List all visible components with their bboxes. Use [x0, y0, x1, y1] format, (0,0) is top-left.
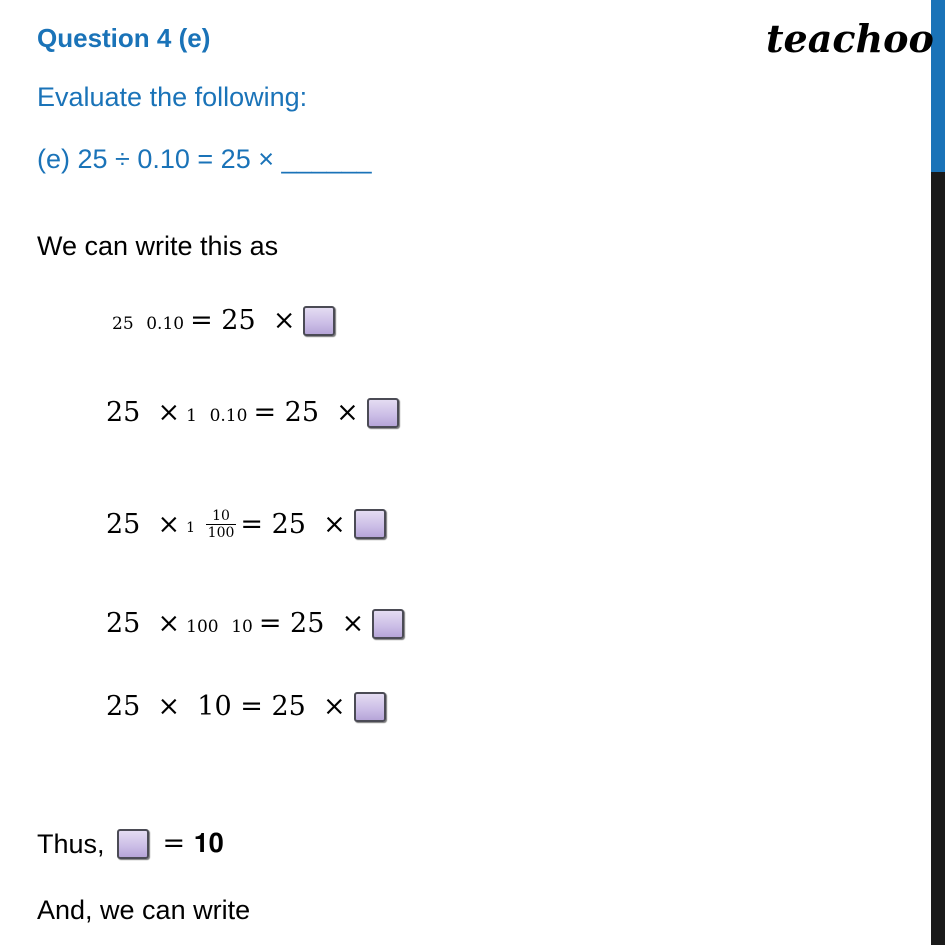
question-statement: (e) 25 ÷ 0.10 = 25 × ______ — [37, 144, 372, 174]
blank-box-icon — [372, 609, 404, 639]
inner-numerator: 10 — [212, 508, 230, 524]
inner-denominator: 100 — [207, 525, 235, 541]
equation-rhs: = 25 × — [258, 608, 365, 639]
numerator: 1 — [186, 519, 196, 536]
fraction — [184, 608, 255, 639]
blank-box-icon — [303, 306, 335, 336]
equation-lhs: 25 × — [106, 608, 181, 639]
intro-text: We can write this as — [37, 231, 279, 261]
blank-box-icon — [354, 692, 386, 722]
question-prompt: Evaluate the following: — [37, 82, 308, 112]
blank-box-icon — [354, 509, 386, 539]
fraction — [184, 507, 236, 541]
equation-lhs: 25 × — [106, 397, 181, 428]
fraction — [110, 305, 186, 336]
equation-rhs: = 25 × — [190, 305, 296, 336]
equation-rhs: = 25 × — [240, 508, 346, 540]
equation-step-1 — [106, 305, 335, 336]
thus-label: Thus, — [37, 829, 105, 859]
denominator: 10 — [231, 617, 253, 637]
equation-lhs: 25 × — [106, 508, 181, 540]
fraction — [184, 397, 249, 428]
equation-rhs: = 25 × — [253, 397, 359, 428]
equation-step-3 — [106, 507, 386, 541]
page-title: Question 4 (e) — [37, 23, 211, 53]
scrollbar[interactable] — [931, 0, 945, 945]
inner-fraction — [206, 508, 237, 541]
blank-box-icon — [367, 398, 399, 428]
numerator: 25 — [112, 314, 134, 334]
equation-step-4 — [106, 608, 404, 639]
equation-step-2 — [106, 397, 399, 428]
equation-text: 25 × 10 = 25 × — [106, 691, 346, 722]
numerator: 1 — [186, 406, 197, 426]
teachoo-logo: teachoo — [766, 16, 934, 61]
equation-step-5 — [106, 691, 386, 722]
blank-box-icon — [117, 829, 149, 859]
closing-text: And, we can write — [37, 895, 251, 925]
denominator: 0.10 — [146, 314, 185, 334]
thus-value: = 𝟏𝟎 — [162, 828, 224, 859]
denominator: 0.10 — [209, 406, 248, 426]
conclusion-line — [37, 828, 224, 860]
numerator: 100 — [186, 617, 219, 637]
